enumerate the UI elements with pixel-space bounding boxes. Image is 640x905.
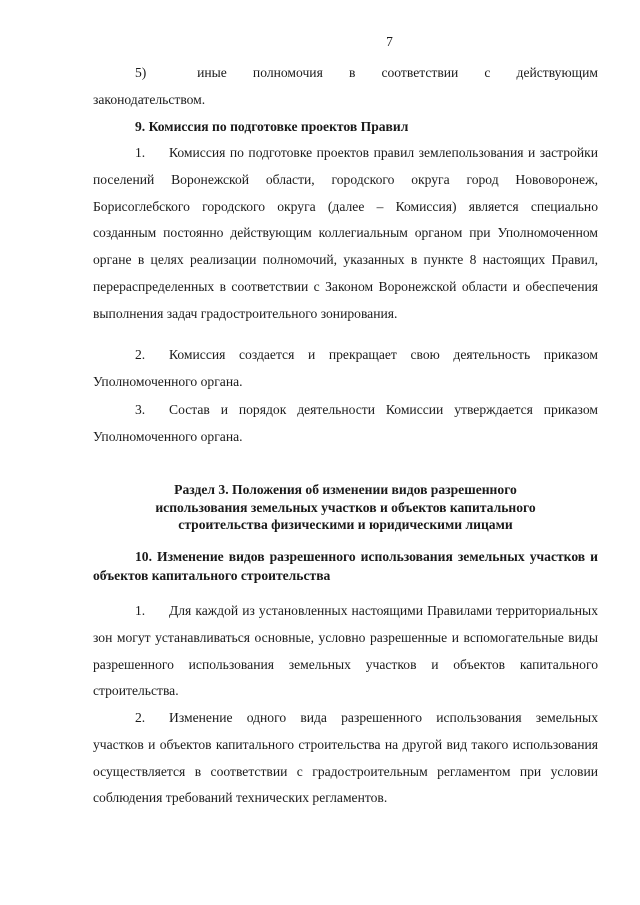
article9-item-2-text: Комиссия создается и прекращает свою деятельность приказом Уполномоченного органа. xyxy=(93,347,598,389)
article9-item-1-text: Комиссия по подготовке проектов правил землепользования и застройки поселений Воронежской области, городского округа город Нововоронеж, Борисоглебского городского округа (далее – Комиссия) является специально созданным постоянно действующим коллегиальным органом при Уполномоченном органе в целях реализации полномочий, указанных в пункте 8 настоящих Правил, перераспределенных в соответствии с Законом Воронежской области и обеспечения выполнения задач градостроительного зонирования. xyxy=(93,145,598,321)
article9-title: 9. Комиссия по подготовке проектов Правил xyxy=(135,119,409,134)
intro-item-text-line1: иные полномочия в соответствии с действующим xyxy=(197,65,598,80)
article9-item-2-number: 2. xyxy=(135,347,146,362)
article9-item-3-text: Состав и порядок деятельности Комиссии утверждается приказом Уполномоченного органа. xyxy=(93,402,598,444)
article10-item-2-text: Изменение одного вида разрешенного использования земельных участков и объектов капитального строительства на другой вид такого использования осуществляется в соответствии с градостроительным регламентом при условии соблюдения требований технических регламентов. xyxy=(93,710,598,806)
intro-item-text-line2: законодательством. xyxy=(93,91,206,107)
article10-item-1-number: 1. xyxy=(135,603,146,618)
article9-item-2 xyxy=(93,342,598,396)
section3-title: Раздел 3. Положения об изменении видов разрешенного использования земельных участков и объектов капитального строительства физическими и юридическими лицами xyxy=(155,482,536,532)
article10-item-1 xyxy=(93,598,598,705)
intro-item-number: 5) xyxy=(135,65,147,80)
article10-item-1-text: Для каждой из установленных настоящими Правилами территориальных зон могут устанавливаться основные, условно разрешенные и вспомогательные виды разрешенного использования земельных участков и объектов капитального строительства. xyxy=(93,603,598,699)
article10-title: 10. Изменение видов разрешенного использования земельных участков и объектов капитального строительства xyxy=(93,549,598,583)
page-number: 7 xyxy=(386,34,393,49)
article10-item-2 xyxy=(93,705,598,812)
article10-item-2-number: 2. xyxy=(135,710,146,725)
article9-item-1-number: 1. xyxy=(135,145,146,160)
article9-item-3-number: 3. xyxy=(135,402,146,417)
article9-item-3 xyxy=(93,397,598,451)
intro-item xyxy=(93,60,598,114)
article9-item-1 xyxy=(93,140,598,328)
